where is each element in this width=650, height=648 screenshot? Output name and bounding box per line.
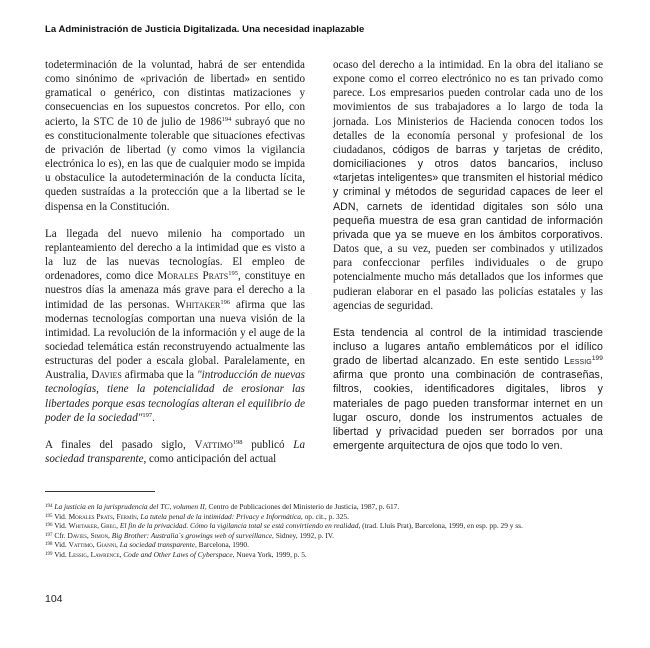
cited-title: El fin de la privacidad. Cómo la vigilancia total se está convirtiendo en realidad,	[117, 521, 361, 531]
paragraph	[45, 227, 305, 425]
text-run: op. cit., p. 325.	[302, 511, 349, 521]
cited-title: Code and Other Laws of Cyberspace,	[121, 549, 235, 559]
footnote-194	[45, 502, 613, 512]
paragraph	[45, 58, 305, 214]
right-column	[333, 58, 603, 453]
running-header: La Administración de Justicia Digitalizada. Una necesidad inaplazable	[45, 24, 365, 35]
paragraph	[333, 326, 603, 453]
text-run: Vid.	[54, 521, 69, 531]
author-name: Lessig, Lawrence,	[68, 549, 122, 559]
footnote-number: 198	[45, 542, 53, 548]
footnote-number: 199	[45, 551, 53, 557]
footnote-ref-194[interactable]: 194	[221, 115, 232, 123]
book-title: La sociedad transparente	[45, 438, 306, 466]
author-name: Whitaker	[175, 298, 221, 311]
paragraph	[333, 58, 603, 313]
text-run: afirma que pronto una combinación de contraseñas, filtros, cookies, identificadores digitales, libros y materiales de pago pueden transformar internet en un lugar oscuro, donde los instrumentos actuales de libertad y privacidad pueden ser borrados por una emergente arquitectura de ojos que todo lo ven.	[333, 369, 603, 453]
paragraph	[45, 438, 305, 466]
text-run: subrayó que no es constitucionalmente tolerable que situaciones efectivas de privación de libertad (y como vimos la vigilancia electrónica lo es), en las que de cualquier modo se impida u obstaculice la autodeterminación de la conducta lícita, queden sustraídas a la protección que a la libertad se le dispensa en la Constitución.	[45, 115, 305, 213]
cited-title: Big Brother: Australia´s growings web of surveillance,	[109, 530, 274, 540]
text-run: A finales del pasado siglo,	[45, 438, 195, 451]
footnote-ref-195[interactable]: 195	[228, 270, 238, 278]
footnote-ref-198[interactable]: 198	[232, 438, 243, 446]
cited-title: La justicia en la jurisprudencia del TC, volumen II,	[54, 502, 207, 511]
footnote-number: 195	[45, 513, 53, 519]
author-name: Davies	[91, 369, 122, 382]
author-name: Morales Prats	[157, 270, 229, 283]
footnote-ref-197[interactable]: 197	[142, 411, 153, 419]
footnote-number: 197	[45, 532, 53, 538]
footnotes	[45, 502, 613, 560]
quotation: "introducción de nuevas tecnologías, tiene la potencialidad de erosionar las libertades porque esas tecnologías alteran el equilibrio de poder de la sociedad"	[45, 369, 305, 424]
footnote-197	[45, 531, 613, 541]
footnote-number: 196	[45, 523, 53, 529]
text-run: Datos que, a su vez, pueden ser combinados y utilizados para confeccionar perfiles individuales o de grupo potencialmente mucho más detallados que los informes que pudieran elaborar en el pasado las policías estatales y las agencias de seguridad.	[333, 243, 603, 312]
footnote-198	[45, 540, 613, 550]
text-run: Vid.	[54, 540, 69, 550]
text-run: (trad. Lluís Prat), Barcelona, 1999, en esp. pp. 29 y ss.	[360, 521, 523, 531]
text-run: afirma que las modernas tecnologías comportan una nueva visión de la intimidad. La revolución de la información y el auge de la sociedad telemática están reconstruyendo actualmente las estructuras del poder a escala global. Paralelamente, en Australia,	[45, 298, 305, 382]
text-run: Nueva York, 1999, p. 5.	[234, 549, 307, 559]
author-name: Whitaker, Greg,	[68, 521, 118, 531]
text-run: , como anticipación del actual	[143, 453, 277, 466]
footnote-196	[45, 521, 613, 531]
page-number: 104	[45, 593, 63, 605]
text-run: , constituye en nuestros días la amenaza más grave para el derecho a la intimidad de las personas.	[45, 270, 306, 311]
author-name: Morales Prats, Fermín,	[68, 511, 139, 521]
text-run: Barcelona, 1990.	[196, 540, 249, 550]
footnote-ref-196[interactable]: 196	[220, 298, 231, 306]
text-run: todeterminación de la voluntad, habrá de ser entendida como sinónimo de «privación de libertad» en sentido gramatical o genérico, con distintas matizaciones y consecuencias en los supuestos concretos. Por ello, con acierto, la STC de 10 de julio de 1986	[45, 59, 305, 128]
quoted-passage: códigos de barras y tarjetas de crédito, domiciliaciones y otros datos bancarios, incluso «tarjetas inteligentes» que transmiten el historial médico y criminal y métodos de seguridad capaces de leer el ADN, carnets de identidad digitales son sólo una pequeña muestra de esa gran cantidad de información privada que ya se mueve en los ámbitos corporativos.	[333, 143, 603, 241]
text-run: Vid.	[54, 511, 69, 521]
left-column	[45, 58, 305, 466]
text-run: Vid.	[54, 549, 69, 559]
text-run: Esta tendencia al control de la intimidad trasciende incluso a lugares antaño emblemáticos por el idílico grado de libertad alcanzado. En este sentido	[333, 326, 603, 368]
author-name: Lessig	[563, 355, 592, 368]
footnote-195	[45, 512, 613, 522]
footnote-number: 194	[45, 504, 53, 509]
text-run: Sidney, 1992, p. IV.	[273, 530, 335, 540]
footnote-199	[45, 550, 613, 560]
cited-title: La tutela penal de la intimidad: Privacy e Informática,	[138, 511, 303, 521]
author-name: Vattimo	[194, 438, 233, 451]
text-run: .	[152, 411, 155, 424]
text-run: ocaso del derecho a la intimidad. En la obra del italiano se expone como el correo electrónico no es tan privado como parece. Los empresarios pueden controlar cada uno de los movimientos de sus trabajadores a lo largo de toda la jornada. Los Ministerios de Hacienda conocen todos los detalles de la economía personal y profesional de los ciudadanos,	[333, 59, 603, 156]
cited-title: La sociedad transparente,	[117, 540, 197, 550]
text-run: La llegada del nuevo milenio ha comportado un replanteamiento del derecho a la intimidad que es visto a la luz de las nuevas tecnologías. El empleo de ordenadores, como dice	[45, 227, 305, 283]
text-run: Centro de Publicaciones del Ministerio de Justicia, 1987, p. 617.	[206, 502, 400, 511]
author-name: Davies, Simon,	[67, 530, 110, 540]
text-run: Cfr.	[54, 530, 68, 540]
text-run: afirmaba que la	[121, 369, 197, 382]
text-run: publicó	[242, 438, 294, 451]
footnote-ref-199[interactable]: 199	[591, 355, 603, 363]
author-name: Vattimo, Gianni,	[68, 540, 118, 550]
footnote-divider	[45, 491, 155, 492]
